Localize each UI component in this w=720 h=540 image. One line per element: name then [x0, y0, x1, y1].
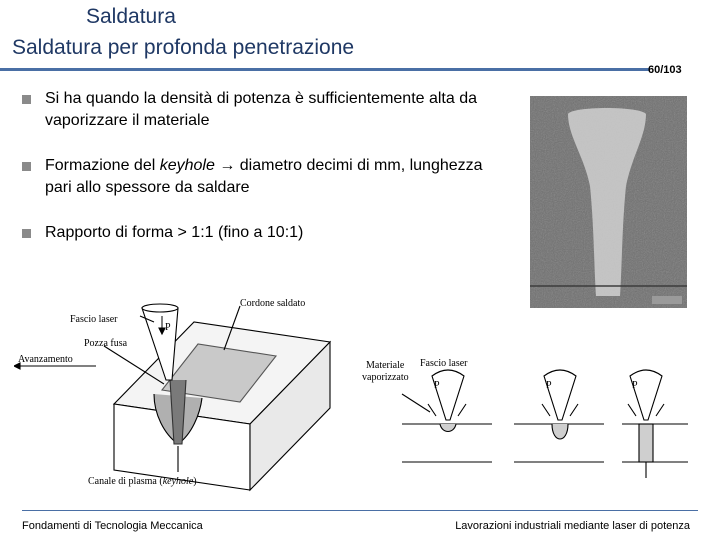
bullet-item — [22, 222, 492, 244]
power-label: P — [165, 322, 171, 333]
bullet-text-start: Formazione del — [45, 157, 160, 174]
slide-subtitle: Saldatura per profonda penetrazione — [12, 36, 355, 59]
footer-divider — [22, 510, 698, 511]
bullet-text: Si ha quando la densità di potenza è sufficientemente alta da vaporizzare il materiale — [45, 90, 478, 129]
label-vaporizzato: vaporizzato — [362, 372, 409, 383]
bullet-marker-icon — [22, 95, 31, 104]
label-cordone-saldato: Cordone saldato — [240, 298, 306, 309]
label-materiale: Materiale — [366, 360, 405, 371]
bullet-list — [22, 88, 492, 267]
bullet-marker-icon — [22, 162, 31, 171]
label-fascio-laser-right: Fascio laser — [420, 358, 468, 369]
power-label-1: P — [434, 380, 440, 391]
title-divider — [0, 68, 650, 71]
arrow-right-icon: → — [219, 157, 236, 174]
bullet-text-end: diametro decimi di mm, lunghezza pari allo spessore da saldare — [45, 157, 483, 196]
footer-topic: Lavorazioni industriali mediante laser di potenza — [455, 520, 690, 532]
bullet-marker-icon — [22, 229, 31, 238]
slide-title: Saldatura — [86, 5, 176, 28]
label-fascio-laser: Fascio laser — [70, 314, 118, 325]
label-avanzamento: Avanzamento — [18, 354, 73, 365]
label-pozza-fusa: Pozza fusa — [84, 338, 128, 349]
keyhole-weld-diagram — [14, 294, 340, 494]
weld-micrograph-image — [530, 96, 687, 308]
page-number: 60/103 — [648, 64, 682, 76]
footer-course: Fondamenti di Tecnologia Meccanica — [22, 520, 203, 532]
power-label-2: P — [546, 380, 552, 391]
label-canale-plasma: Canale di plasma (keyhole) — [88, 476, 197, 487]
bullet-item — [22, 88, 492, 132]
bullet-item — [22, 155, 492, 199]
power-label-3: P — [632, 380, 638, 391]
bullet-keyword: keyhole — [159, 157, 215, 174]
bullet-text: Rapporto di forma > 1:1 (fino a 10:1) — [45, 224, 304, 241]
keyhole-formation-diagram — [358, 354, 690, 490]
